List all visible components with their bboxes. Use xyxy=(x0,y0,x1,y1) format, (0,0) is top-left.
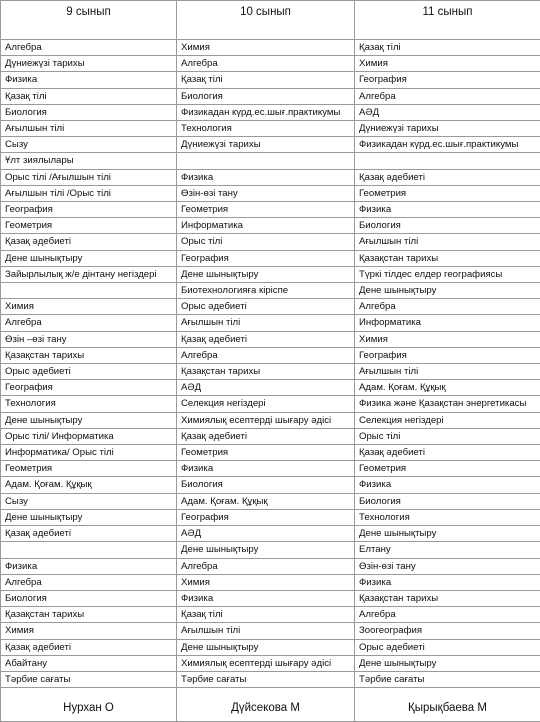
subject-cell: Биотехнологияға кіріспе xyxy=(177,283,355,299)
table-row xyxy=(1,315,540,331)
footer-row xyxy=(1,688,540,722)
subject-cell: Адам. Қоғам. Құқық xyxy=(1,477,177,493)
subject-cell: Химия xyxy=(177,40,355,56)
table-row xyxy=(1,607,540,623)
subject-cell: Елтану xyxy=(355,542,540,558)
subject-cell: Қазақстан тарихы xyxy=(355,590,540,606)
table-row xyxy=(1,202,540,218)
subject-cell: Алгебра xyxy=(177,56,355,72)
subject-cell: Ағылшын тілі xyxy=(1,121,177,137)
subject-cell: Дүниежүзі тарихы xyxy=(177,137,355,153)
subject-cell: Дене шынықтыру xyxy=(1,412,177,428)
subject-cell: Физика xyxy=(355,574,540,590)
subject-cell: Қазақ әдебиеті xyxy=(177,331,355,347)
subject-cell: Ұлт зиялылары xyxy=(1,153,177,169)
subject-cell: Ағылшын тілі /Орыс тілі xyxy=(1,185,177,201)
subject-cell: Тәрбие сағаты xyxy=(1,671,177,687)
subject-cell: Физика xyxy=(177,590,355,606)
table-footer xyxy=(1,688,540,722)
table-row xyxy=(1,218,540,234)
table-row xyxy=(1,639,540,655)
subject-cell: Адам. Қоғам. Құқық xyxy=(177,493,355,509)
subject-cell: Қазақстан тарихы xyxy=(1,607,177,623)
table-row xyxy=(1,364,540,380)
table-row xyxy=(1,542,540,558)
subject-cell: Өзін –өзі тану xyxy=(1,331,177,347)
subject-cell: Зоогеография xyxy=(355,623,540,639)
subject-cell: Қазақ әдебиеті xyxy=(1,526,177,542)
subject-cell: Дене шынықтыру xyxy=(177,542,355,558)
table-row xyxy=(1,477,540,493)
subject-cell: АӘД xyxy=(177,380,355,396)
subject-cell: Физика және Қазақстан энергетикасы xyxy=(355,396,540,412)
table-row xyxy=(1,234,540,250)
table-row xyxy=(1,347,540,363)
subject-cell: Қазақ тілі xyxy=(177,72,355,88)
subject-cell: Химиялық есептерді шығару әдісі xyxy=(177,655,355,671)
subject-cell: Орыс тілі /Ағылшын тілі xyxy=(1,169,177,185)
table-row xyxy=(1,428,540,444)
subject-cell: АӘД xyxy=(355,104,540,120)
subject-cell: Алгебра xyxy=(355,299,540,315)
subject-cell: АӘД xyxy=(177,526,355,542)
subject-cell: Информатика/ Орыс тілі xyxy=(1,445,177,461)
subject-cell: Дене шынықтыру xyxy=(177,266,355,282)
table-row xyxy=(1,185,540,201)
subject-cell: Физика xyxy=(355,202,540,218)
table-row xyxy=(1,153,540,169)
table-row xyxy=(1,493,540,509)
subject-cell: Селекция негіздері xyxy=(355,412,540,428)
subject-cell: Қазақ әдебиеті xyxy=(177,428,355,444)
subject-cell: Химия xyxy=(355,331,540,347)
subject-cell: Адам. Қоғам. Құқық xyxy=(355,380,540,396)
subject-cell: Алгебра xyxy=(177,347,355,363)
subject-cell: Қазақ тілі xyxy=(177,607,355,623)
subject-cell: Геометрия xyxy=(1,461,177,477)
subject-cell: Алгебра xyxy=(1,315,177,331)
subject-cell: Ағылшын тілі xyxy=(355,364,540,380)
subject-cell: Технология xyxy=(177,121,355,137)
subject-cell: Физикадан күрд.ес.шығ.практикумы xyxy=(177,104,355,120)
subject-cell: Алгебра xyxy=(1,40,177,56)
subject-cell: Орыс әдебиеті xyxy=(1,364,177,380)
subject-cell: Қазақстан тарихы xyxy=(1,347,177,363)
subject-cell: Химия xyxy=(1,623,177,639)
subject-cell: Қазақстан тарихы xyxy=(355,250,540,266)
subject-cell: Тәрбие сағаты xyxy=(355,671,540,687)
subject-cell: Орыс әдебиеті xyxy=(177,299,355,315)
subject-cell: Биология xyxy=(355,493,540,509)
subject-cell xyxy=(1,542,177,558)
subject-cell: Қазақ әдебиеті xyxy=(355,169,540,185)
table-row xyxy=(1,655,540,671)
subject-cell: Геометрия xyxy=(177,202,355,218)
table-row xyxy=(1,380,540,396)
subject-cell: Химия xyxy=(1,299,177,315)
subject-cell: Өзін-өзі тану xyxy=(355,558,540,574)
subject-cell: Геометрия xyxy=(1,218,177,234)
subject-cell: Қазақ тілі xyxy=(1,88,177,104)
table-row xyxy=(1,461,540,477)
table-row xyxy=(1,88,540,104)
table-row xyxy=(1,623,540,639)
table-row xyxy=(1,299,540,315)
table-row xyxy=(1,558,540,574)
header-cell: 11 сынып xyxy=(355,1,540,40)
subject-cell: Түркі тілдес елдер географиясы xyxy=(355,266,540,282)
header-row xyxy=(1,1,540,40)
subject-cell: Технология xyxy=(1,396,177,412)
subject-cell: Дүниежүзі тарихы xyxy=(355,121,540,137)
subject-cell: Алгебра xyxy=(355,88,540,104)
subject-cell: География xyxy=(355,347,540,363)
subject-cell: Ағылшын тілі xyxy=(177,315,355,331)
table-row xyxy=(1,104,540,120)
subject-cell: Химия xyxy=(355,56,540,72)
table-row xyxy=(1,250,540,266)
subject-cell: Қазақ әдебиеті xyxy=(1,234,177,250)
subject-cell: Физика xyxy=(355,477,540,493)
subject-cell: Қазақ әдебиеті xyxy=(355,445,540,461)
subject-cell: Физика xyxy=(1,558,177,574)
table-row xyxy=(1,396,540,412)
table-row xyxy=(1,671,540,687)
subject-cell: Дене шынықтыру xyxy=(355,655,540,671)
subject-cell: Геометрия xyxy=(355,461,540,477)
table-row xyxy=(1,445,540,461)
subject-cell xyxy=(355,153,540,169)
subject-cell: Информатика xyxy=(355,315,540,331)
table-row xyxy=(1,283,540,299)
subject-cell: Дене шынықтыру xyxy=(1,250,177,266)
table-row xyxy=(1,412,540,428)
subject-cell: Өзін-өзі тану xyxy=(177,185,355,201)
table-row xyxy=(1,56,540,72)
subject-cell: Қазақ әдебиеті xyxy=(1,639,177,655)
subject-cell: Дене шынықтыру xyxy=(177,639,355,655)
table-row xyxy=(1,331,540,347)
header-cell: 9 сынып xyxy=(1,1,177,40)
subject-cell: Дене шынықтыру xyxy=(1,509,177,525)
table-row xyxy=(1,266,540,282)
subject-cell: Зайырлылық ж/е дінтану негіздері xyxy=(1,266,177,282)
subject-cell: Биология xyxy=(177,88,355,104)
subject-cell: Қазақ тілі xyxy=(355,40,540,56)
subject-cell xyxy=(1,283,177,299)
table-row xyxy=(1,590,540,606)
subject-cell: Геометрия xyxy=(177,445,355,461)
subject-cell xyxy=(177,153,355,169)
subject-cell: Физика xyxy=(1,72,177,88)
subject-cell: Орыс тілі xyxy=(177,234,355,250)
teacher-name: Дүйсекова М xyxy=(177,688,355,722)
subject-cell: Биология xyxy=(355,218,540,234)
subject-cell: География xyxy=(355,72,540,88)
subject-cell: Ағылшын тілі xyxy=(177,623,355,639)
subject-cell: Физика xyxy=(177,461,355,477)
subject-cell: Физикадан күрд.ес.шығ.практикумы xyxy=(355,137,540,153)
subject-cell: Физика xyxy=(177,169,355,185)
subject-cell: Алгебра xyxy=(355,607,540,623)
table-row xyxy=(1,40,540,56)
subject-cell: Химиялық есептерді шығару әдісі xyxy=(177,412,355,428)
table-row xyxy=(1,526,540,542)
teacher-name: Нурхан О xyxy=(1,688,177,722)
subject-cell: Биология xyxy=(177,477,355,493)
subject-cell: Сызу xyxy=(1,493,177,509)
subject-cell: Алгебра xyxy=(1,574,177,590)
subject-cell: Сызу xyxy=(1,137,177,153)
table-row xyxy=(1,509,540,525)
header-cell: 10 сынып xyxy=(177,1,355,40)
subject-cell: Ағылшын тілі xyxy=(355,234,540,250)
table-body xyxy=(1,40,540,688)
subject-cell: География xyxy=(1,202,177,218)
subject-cell: Дене шынықтыру xyxy=(355,526,540,542)
subject-cell: Дене шынықтыру xyxy=(355,283,540,299)
table-header xyxy=(1,1,540,40)
subject-cell: Алгебра xyxy=(177,558,355,574)
subject-cell: Информатика xyxy=(177,218,355,234)
subject-cell: Дүниежүзі тарихы xyxy=(1,56,177,72)
subject-cell: География xyxy=(177,509,355,525)
subject-cell: Геометрия xyxy=(355,185,540,201)
subject-cell: География xyxy=(1,380,177,396)
subject-cell: Селекция негіздері xyxy=(177,396,355,412)
subject-cell: Орыс тілі xyxy=(355,428,540,444)
subject-cell: Қазақстан тарихы xyxy=(177,364,355,380)
subject-cell: География xyxy=(177,250,355,266)
subject-cell: Орыс әдебиеті xyxy=(355,639,540,655)
subject-cell: Абайтану xyxy=(1,655,177,671)
table-row xyxy=(1,137,540,153)
table-row xyxy=(1,121,540,137)
subject-cell: Биология xyxy=(1,104,177,120)
subject-cell: Химия xyxy=(177,574,355,590)
table-row xyxy=(1,72,540,88)
teacher-name: Қырықбаева М xyxy=(355,688,540,722)
table-row xyxy=(1,169,540,185)
subject-cell: Орыс тілі/ Информатика xyxy=(1,428,177,444)
table-row xyxy=(1,574,540,590)
subject-cell: Технология xyxy=(355,509,540,525)
subject-cell: Тәрбие сағаты xyxy=(177,671,355,687)
subject-cell: Биология xyxy=(1,590,177,606)
